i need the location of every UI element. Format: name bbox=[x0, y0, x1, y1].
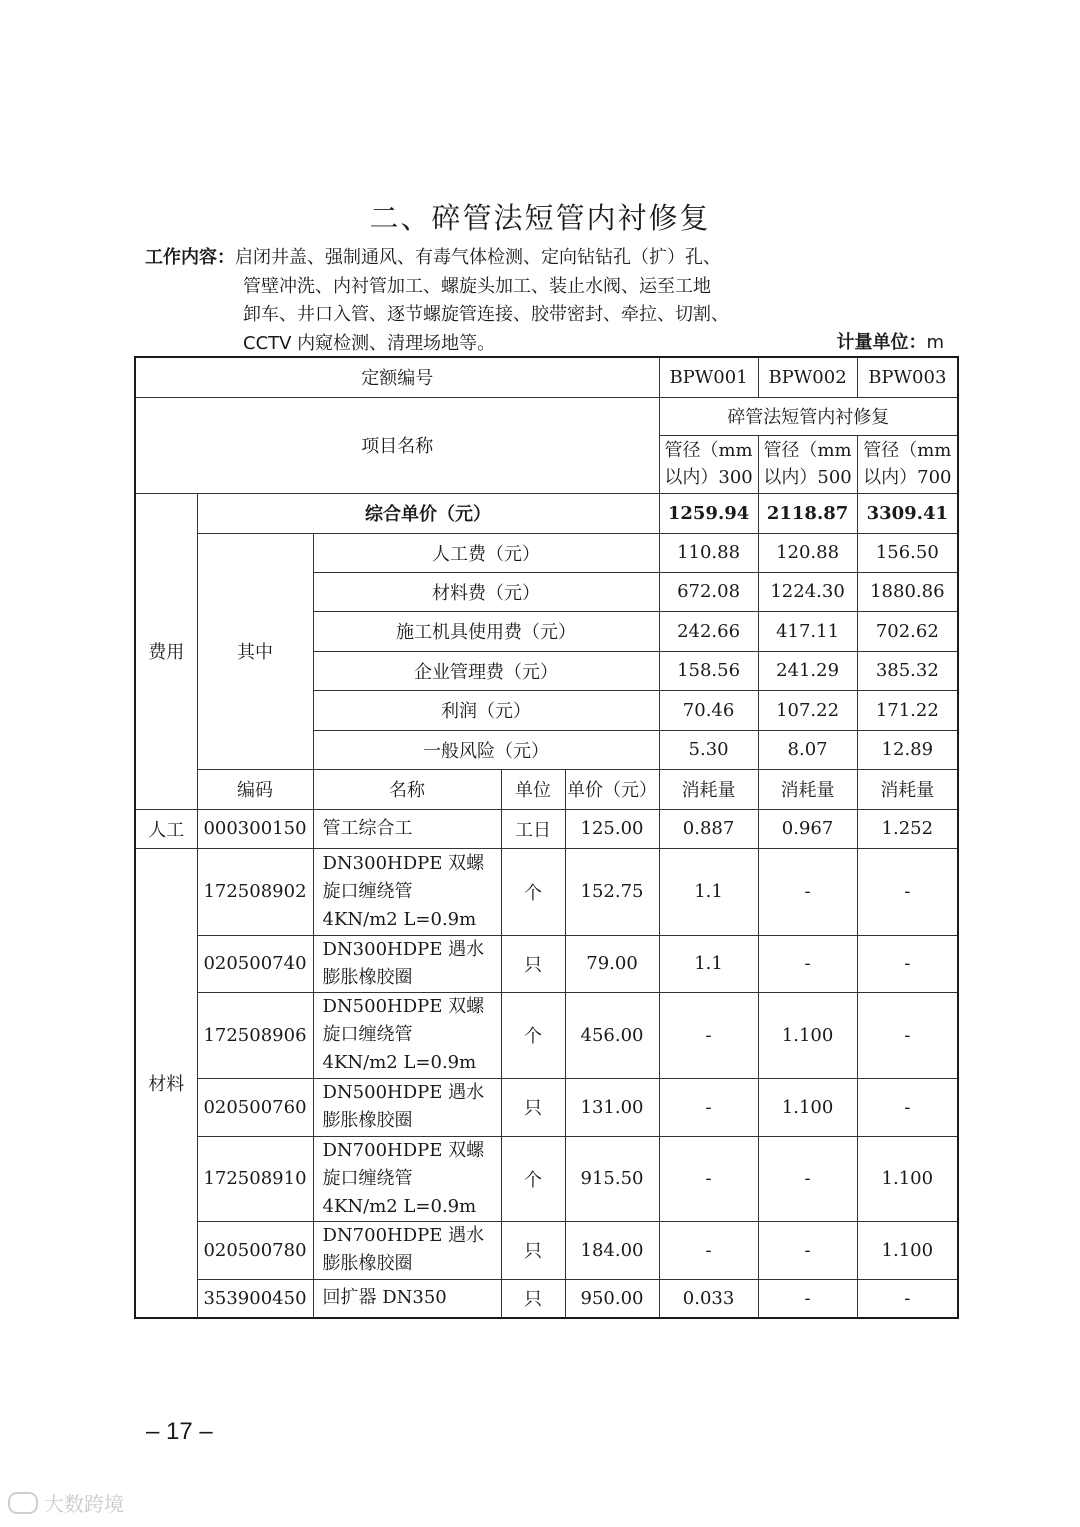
material-name bbox=[313, 1221, 501, 1279]
quota-table bbox=[134, 356, 959, 1319]
cost-label: 费用 bbox=[135, 493, 197, 809]
cost-item-label: 一般风险（元） bbox=[313, 730, 659, 769]
material-name-line: 膨胀橡胶圈 bbox=[322, 1110, 413, 1131]
table-row bbox=[135, 935, 958, 992]
cost-value: 12.89 bbox=[857, 730, 958, 769]
column-header-consumption: 消耗量 bbox=[758, 769, 857, 809]
size-line: 管径（mm bbox=[763, 440, 852, 461]
material-consumption: - bbox=[758, 1279, 857, 1318]
material-consumption: 1.100 bbox=[857, 1221, 958, 1279]
cost-item-label: 利润（元） bbox=[313, 690, 659, 730]
material-price: 456.00 bbox=[565, 992, 659, 1078]
material-code: 353900450 bbox=[197, 1279, 313, 1318]
cost-item-label: 企业管理费（元） bbox=[313, 651, 659, 690]
quota-code-label: 定额编号 bbox=[135, 357, 659, 397]
unit-value: m bbox=[926, 332, 944, 353]
work-content-label: 工作内容： bbox=[145, 247, 235, 268]
total-price-label: 综合单价（元） bbox=[197, 493, 659, 533]
page-number: – 17 – bbox=[146, 1418, 213, 1445]
material-price: 950.00 bbox=[565, 1279, 659, 1318]
material-price: 184.00 bbox=[565, 1221, 659, 1279]
material-unit: 只 bbox=[501, 935, 565, 992]
work-content-line: 卸车、井口入管、逐节螺旋管连接、胶带密封、牵拉、切割、 bbox=[243, 304, 729, 325]
material-unit: 只 bbox=[501, 1279, 565, 1318]
work-content-line: CCTV 内窥检测、清理场地等。 bbox=[243, 332, 496, 354]
table-row bbox=[135, 397, 958, 435]
material-label: 材料 bbox=[135, 848, 197, 1318]
material-consumption: - bbox=[758, 848, 857, 935]
page-title: 二、碎管法短管内衬修复 bbox=[369, 201, 711, 235]
material-name-line: 4KN/m2 L=0.9m bbox=[322, 1052, 477, 1073]
labor-unit: 工日 bbox=[501, 809, 565, 848]
material-consumption: 1.1 bbox=[659, 935, 758, 992]
material-name-line: DN500HDPE 遇水 bbox=[322, 1082, 485, 1103]
work-content-line bbox=[145, 244, 805, 273]
material-name-line: DN700HDPE 遇水 bbox=[322, 1225, 485, 1246]
cost-value: 1224.30 bbox=[758, 572, 857, 611]
pipe-size bbox=[758, 435, 857, 493]
material-name-line: 旋口缠绕管 bbox=[322, 1167, 413, 1189]
cost-value: 385.32 bbox=[857, 651, 958, 690]
material-code: 020500760 bbox=[197, 1078, 313, 1136]
cost-value: 1880.86 bbox=[857, 572, 958, 611]
work-content-line: 管壁冲洗、内衬管加工、螺旋头加工、装止水阀、运至工地 bbox=[243, 275, 711, 297]
cost-value: 171.22 bbox=[857, 690, 958, 730]
material-name bbox=[313, 992, 501, 1078]
material-unit: 个 bbox=[501, 848, 565, 935]
cost-value: 107.22 bbox=[758, 690, 857, 730]
material-price: 131.00 bbox=[565, 1078, 659, 1136]
material-code: 172508910 bbox=[197, 1136, 313, 1221]
cost-value: 672.08 bbox=[659, 572, 758, 611]
labor-label: 人工 bbox=[135, 809, 197, 848]
labor-consumption: 0.967 bbox=[758, 809, 857, 848]
material-price: 152.75 bbox=[565, 848, 659, 935]
material-consumption: 1.100 bbox=[758, 992, 857, 1078]
material-consumption: - bbox=[857, 935, 958, 992]
table-row bbox=[135, 1078, 958, 1136]
cost-value: 241.29 bbox=[758, 651, 857, 690]
table-row bbox=[135, 1279, 958, 1318]
material-name-line: 旋口缠绕管 bbox=[322, 1024, 413, 1045]
among-label: 其中 bbox=[197, 533, 313, 769]
material-unit: 只 bbox=[501, 1078, 565, 1136]
material-name bbox=[313, 1078, 501, 1136]
material-name bbox=[313, 1136, 501, 1221]
table-row bbox=[135, 357, 958, 397]
quota-code: BPW003 bbox=[857, 357, 958, 397]
material-name-line: DN700HDPE 双螺 bbox=[322, 1139, 485, 1161]
size-line: 以内）700 bbox=[863, 467, 952, 488]
material-name-line: DN500HDPE 双螺 bbox=[322, 996, 485, 1017]
watermark bbox=[8, 1488, 124, 1517]
material-consumption: - bbox=[857, 992, 958, 1078]
cost-value: 417.11 bbox=[758, 611, 857, 651]
material-consumption: 0.033 bbox=[659, 1279, 758, 1318]
material-consumption: - bbox=[758, 1221, 857, 1279]
item-name: 碎管法短管内衬修复 bbox=[659, 397, 958, 435]
column-header-unit: 单位 bbox=[501, 769, 565, 809]
total-price: 1259.94 bbox=[659, 493, 758, 533]
column-header-price: 单价（元） bbox=[565, 769, 659, 809]
cost-item-label: 施工机具使用费（元） bbox=[313, 611, 659, 651]
quota-code: BPW001 bbox=[659, 357, 758, 397]
total-price: 3309.41 bbox=[857, 493, 958, 533]
column-header-code: 编码 bbox=[197, 769, 313, 809]
cost-item-label: 材料费（元） bbox=[313, 572, 659, 611]
material-name bbox=[313, 935, 501, 992]
cost-value: 70.46 bbox=[659, 690, 758, 730]
material-consumption: - bbox=[659, 992, 758, 1078]
material-code: 172508902 bbox=[197, 848, 313, 935]
quota-code: BPW002 bbox=[758, 357, 857, 397]
labor-price: 125.00 bbox=[565, 809, 659, 848]
material-consumption: - bbox=[758, 1136, 857, 1221]
material-name-line: 4KN/m2 L=0.9m bbox=[322, 908, 477, 930]
measurement-unit bbox=[836, 328, 944, 354]
unit-label: 计量单位： bbox=[836, 332, 927, 353]
material-consumption: - bbox=[857, 1078, 958, 1136]
labor-consumption: 1.252 bbox=[857, 809, 958, 848]
material-name-line: 4KN/m2 L=0.9m bbox=[322, 1195, 477, 1217]
material-consumption: - bbox=[758, 935, 857, 992]
material-name bbox=[313, 848, 501, 935]
material-consumption: 1.1 bbox=[659, 848, 758, 935]
table-row bbox=[135, 809, 958, 848]
material-consumption: 1.100 bbox=[857, 1136, 958, 1221]
material-consumption: 1.100 bbox=[758, 1078, 857, 1136]
material-code: 020500780 bbox=[197, 1221, 313, 1279]
labor-name: 管工综合工 bbox=[313, 809, 501, 848]
pipe-size bbox=[857, 435, 958, 493]
cost-value: 110.88 bbox=[659, 533, 758, 572]
size-line: 以内）500 bbox=[763, 467, 852, 488]
material-unit: 只 bbox=[501, 1221, 565, 1279]
work-content bbox=[145, 244, 805, 358]
cost-value: 156.50 bbox=[857, 533, 958, 572]
size-line: 管径（mm bbox=[863, 440, 952, 461]
total-price: 2118.87 bbox=[758, 493, 857, 533]
material-name-line: DN300HDPE 双螺 bbox=[322, 852, 485, 874]
table-row bbox=[135, 769, 958, 809]
watermark-logo-icon bbox=[8, 1492, 38, 1514]
table-row bbox=[135, 493, 958, 533]
item-name-label: 项目名称 bbox=[135, 397, 659, 493]
material-code: 172508906 bbox=[197, 992, 313, 1078]
material-name-line: 膨胀橡胶圈 bbox=[322, 1253, 413, 1274]
material-consumption: - bbox=[659, 1078, 758, 1136]
material-consumption: - bbox=[857, 848, 958, 935]
table-row bbox=[135, 848, 958, 935]
size-line: 管径（mm bbox=[664, 440, 753, 461]
labor-code: 000300150 bbox=[197, 809, 313, 848]
labor-consumption: 0.887 bbox=[659, 809, 758, 848]
watermark-text: 大数跨境 bbox=[44, 1492, 124, 1516]
material-consumption: - bbox=[659, 1221, 758, 1279]
work-content-text: 启闭井盖、强制通风、有毒气体检测、定向钻钻孔（扩）孔、 bbox=[235, 247, 721, 268]
cost-value: 5.30 bbox=[659, 730, 758, 769]
cost-value: 8.07 bbox=[758, 730, 857, 769]
column-header-consumption: 消耗量 bbox=[659, 769, 758, 809]
cost-value: 120.88 bbox=[758, 533, 857, 572]
cost-item-label: 人工费（元） bbox=[313, 533, 659, 572]
cost-value: 242.66 bbox=[659, 611, 758, 651]
material-name: 回扩器 DN350 bbox=[313, 1279, 501, 1318]
material-price: 915.50 bbox=[565, 1136, 659, 1221]
table-row bbox=[135, 1136, 958, 1221]
material-consumption: - bbox=[659, 1136, 758, 1221]
column-header-name: 名称 bbox=[313, 769, 501, 809]
column-header-consumption: 消耗量 bbox=[857, 769, 958, 809]
pipe-size bbox=[659, 435, 758, 493]
material-code: 020500740 bbox=[197, 935, 313, 992]
material-name-line: DN300HDPE 遇水 bbox=[322, 938, 485, 960]
table-row bbox=[135, 533, 958, 572]
table-row bbox=[135, 992, 958, 1078]
cost-value: 158.56 bbox=[659, 651, 758, 690]
material-unit: 个 bbox=[501, 1136, 565, 1221]
material-name-line: 旋口缠绕管 bbox=[322, 880, 413, 902]
table-row bbox=[135, 1221, 958, 1279]
material-name-line: 膨胀橡胶圈 bbox=[322, 966, 413, 988]
material-price: 79.00 bbox=[565, 935, 659, 992]
cost-value: 702.62 bbox=[857, 611, 958, 651]
size-line: 以内）300 bbox=[664, 467, 753, 488]
material-consumption: - bbox=[857, 1279, 958, 1318]
material-unit: 个 bbox=[501, 992, 565, 1078]
